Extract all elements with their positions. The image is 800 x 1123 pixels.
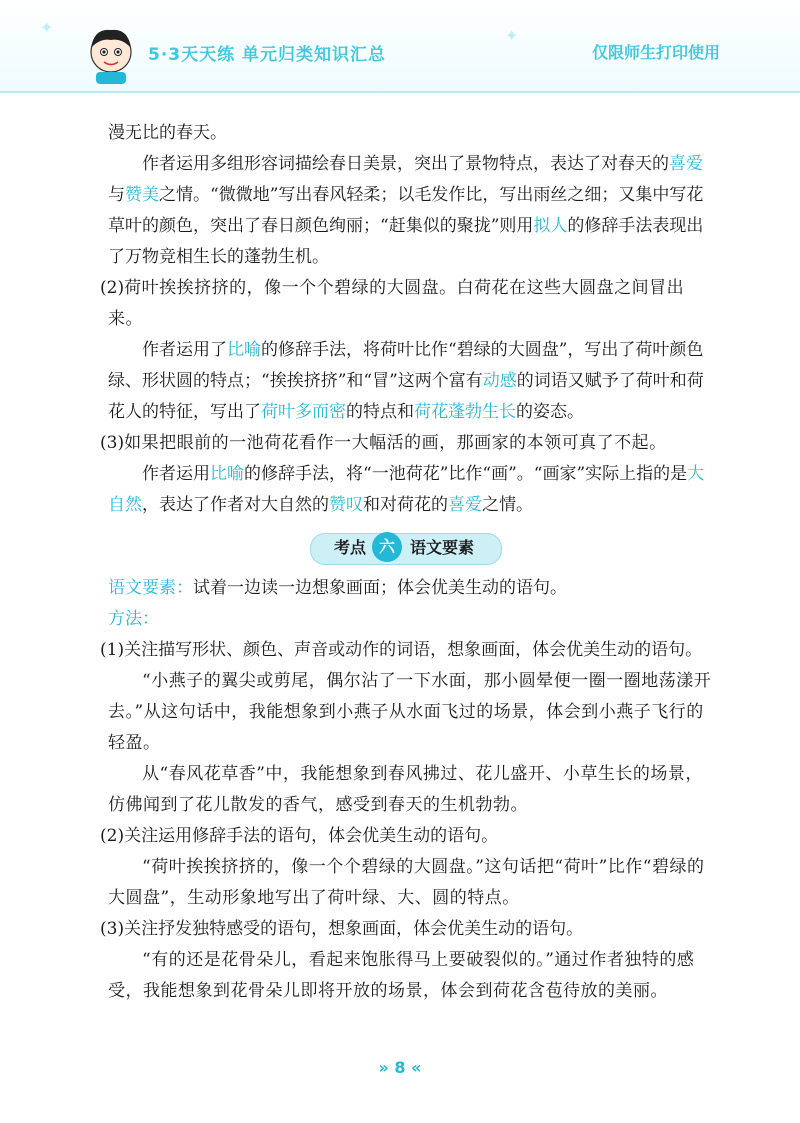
example-paragraph: “小燕子的翼尖或剪尾，偶尔沾了一下水面，那小圆晕便一圈一圈地荡漾开去。”从这句话中，我能想象到小燕子从水面飞过的场景，体会到小燕子飞行的轻盈。 <box>108 671 712 753</box>
yuwen-yaosu-line: 语文要素：试着一边读一边想象画面；体会优美生动的语句。 <box>108 578 567 598</box>
highlight-text: 拟人 <box>533 216 568 236</box>
highlight-text: 赞美 <box>125 185 159 205</box>
page-number-value: 8 <box>394 1058 406 1077</box>
star-icon: ✦ <box>40 18 54 37</box>
highlight-text: 大自然 <box>108 464 705 515</box>
item-number: (2) <box>100 278 125 298</box>
method-label: 方法： <box>108 609 159 629</box>
item-number: (2) <box>100 826 125 846</box>
chevron-right-icon: » <box>378 1058 389 1077</box>
method-heading <box>108 604 718 635</box>
highlight-text: 喜爱 <box>448 495 482 515</box>
star-icon: ✦ <box>505 26 519 45</box>
item-number: (3) <box>100 919 125 939</box>
method-item: (1)关注描写形状、颜色、声音或动作的词语，想象画面，体会优美生动的语句。 <box>100 640 703 660</box>
page-content <box>100 118 718 1007</box>
badge-title: 语文要素 <box>410 538 475 557</box>
method-item: (2)关注运用修辞手法的语句，体会优美生动的语句。 <box>100 826 499 846</box>
page-number <box>0 1058 800 1077</box>
yuwen-label: 语文要素： <box>108 578 193 598</box>
highlight-text: 赞叹 <box>329 495 363 515</box>
item-number: (1) <box>100 640 125 660</box>
highlight-text: 动感 <box>482 371 517 391</box>
paragraph: 作者运用比喻的修辞手法，将“一池荷花”比作“画”。“画家”实际上指的是大自然，表达了作者对大自然的赞叹和对荷花的喜爱之情。 <box>108 464 705 515</box>
paragraph: 漫无比的春天。 <box>108 123 227 143</box>
highlight-text: 比喻 <box>227 340 261 360</box>
series-title: 5·3天天练 单元归类知识汇总 <box>148 45 387 65</box>
page-header <box>0 0 800 95</box>
example-paragraph: 从“春风花草香”中，我能想象到春风拂过、花儿盛开、小草生长的场景，仿佛闻到了花儿散发的香气，感受到春天的生机勃勃。 <box>108 764 703 815</box>
badge-label: 考点 <box>334 538 367 557</box>
example-paragraph: “有的还是花骨朵儿，看起来饱胀得马上要破裂似的。”通过作者独特的感受，我能想象到花骨朵儿即将开放的场景，体会到荷花含苞待放的美丽。 <box>108 950 695 1001</box>
item-number: (3) <box>100 433 125 453</box>
example-paragraph: “荷叶挨挨挤挤的，像一个个碧绿的大圆盘。”这句话把“荷叶”比作“碧绿的大圆盘”，生动形象地写出了荷叶绿、大、圆的特点。 <box>108 857 705 908</box>
paragraph: 作者运用多组形容词描绘春日美景，突出了景物特点，表达了对春天的喜爱与赞美之情。“微微地”写出春风轻柔；以毛发作比，写出雨丝之细；又集中写花草叶的颜色，突出了春日颜色绚丽；“赶集似的聚拢”则用拟人的修辞手法表现出了万物竞相生长的蓬勃生机。 <box>108 154 704 267</box>
highlight-text: 荷叶多而密 <box>261 402 346 422</box>
header-divider <box>0 91 800 93</box>
section-badge <box>108 527 718 571</box>
highlight-text: 比喻 <box>210 464 244 484</box>
badge-number: 六 <box>372 532 402 562</box>
chevron-left-icon: « <box>411 1058 422 1077</box>
print-notice: 仅限师生打印使用 <box>591 43 720 62</box>
highlight-text: 喜爱 <box>669 154 703 174</box>
quoted-sentence: (2)荷叶挨挨挤挤的，像一个个碧绿的大圆盘。白荷花在这些大圆盘之间冒出来。 <box>100 278 685 329</box>
quoted-sentence: (3)如果把眼前的一池荷花看作一大幅活的画，那画家的本领可真了不起。 <box>100 433 667 453</box>
method-item: (3)关注抒发独特感受的语句，想象画面，体会优美生动的语句。 <box>100 919 584 939</box>
mascot-boy-icon <box>82 22 140 84</box>
paragraph: 作者运用了比喻的修辞手法，将荷叶比作“碧绿的大圆盘”，写出了荷叶颜色绿、形状圆的特点；“挨挨挤挤”和“冒”这两个富有动感的词语又赋予了荷叶和荷花人的特征，写出了荷叶多而密的特点和荷花蓬勃生长的姿态。 <box>108 340 704 422</box>
highlight-text: 荷花蓬勃生长 <box>414 402 516 422</box>
